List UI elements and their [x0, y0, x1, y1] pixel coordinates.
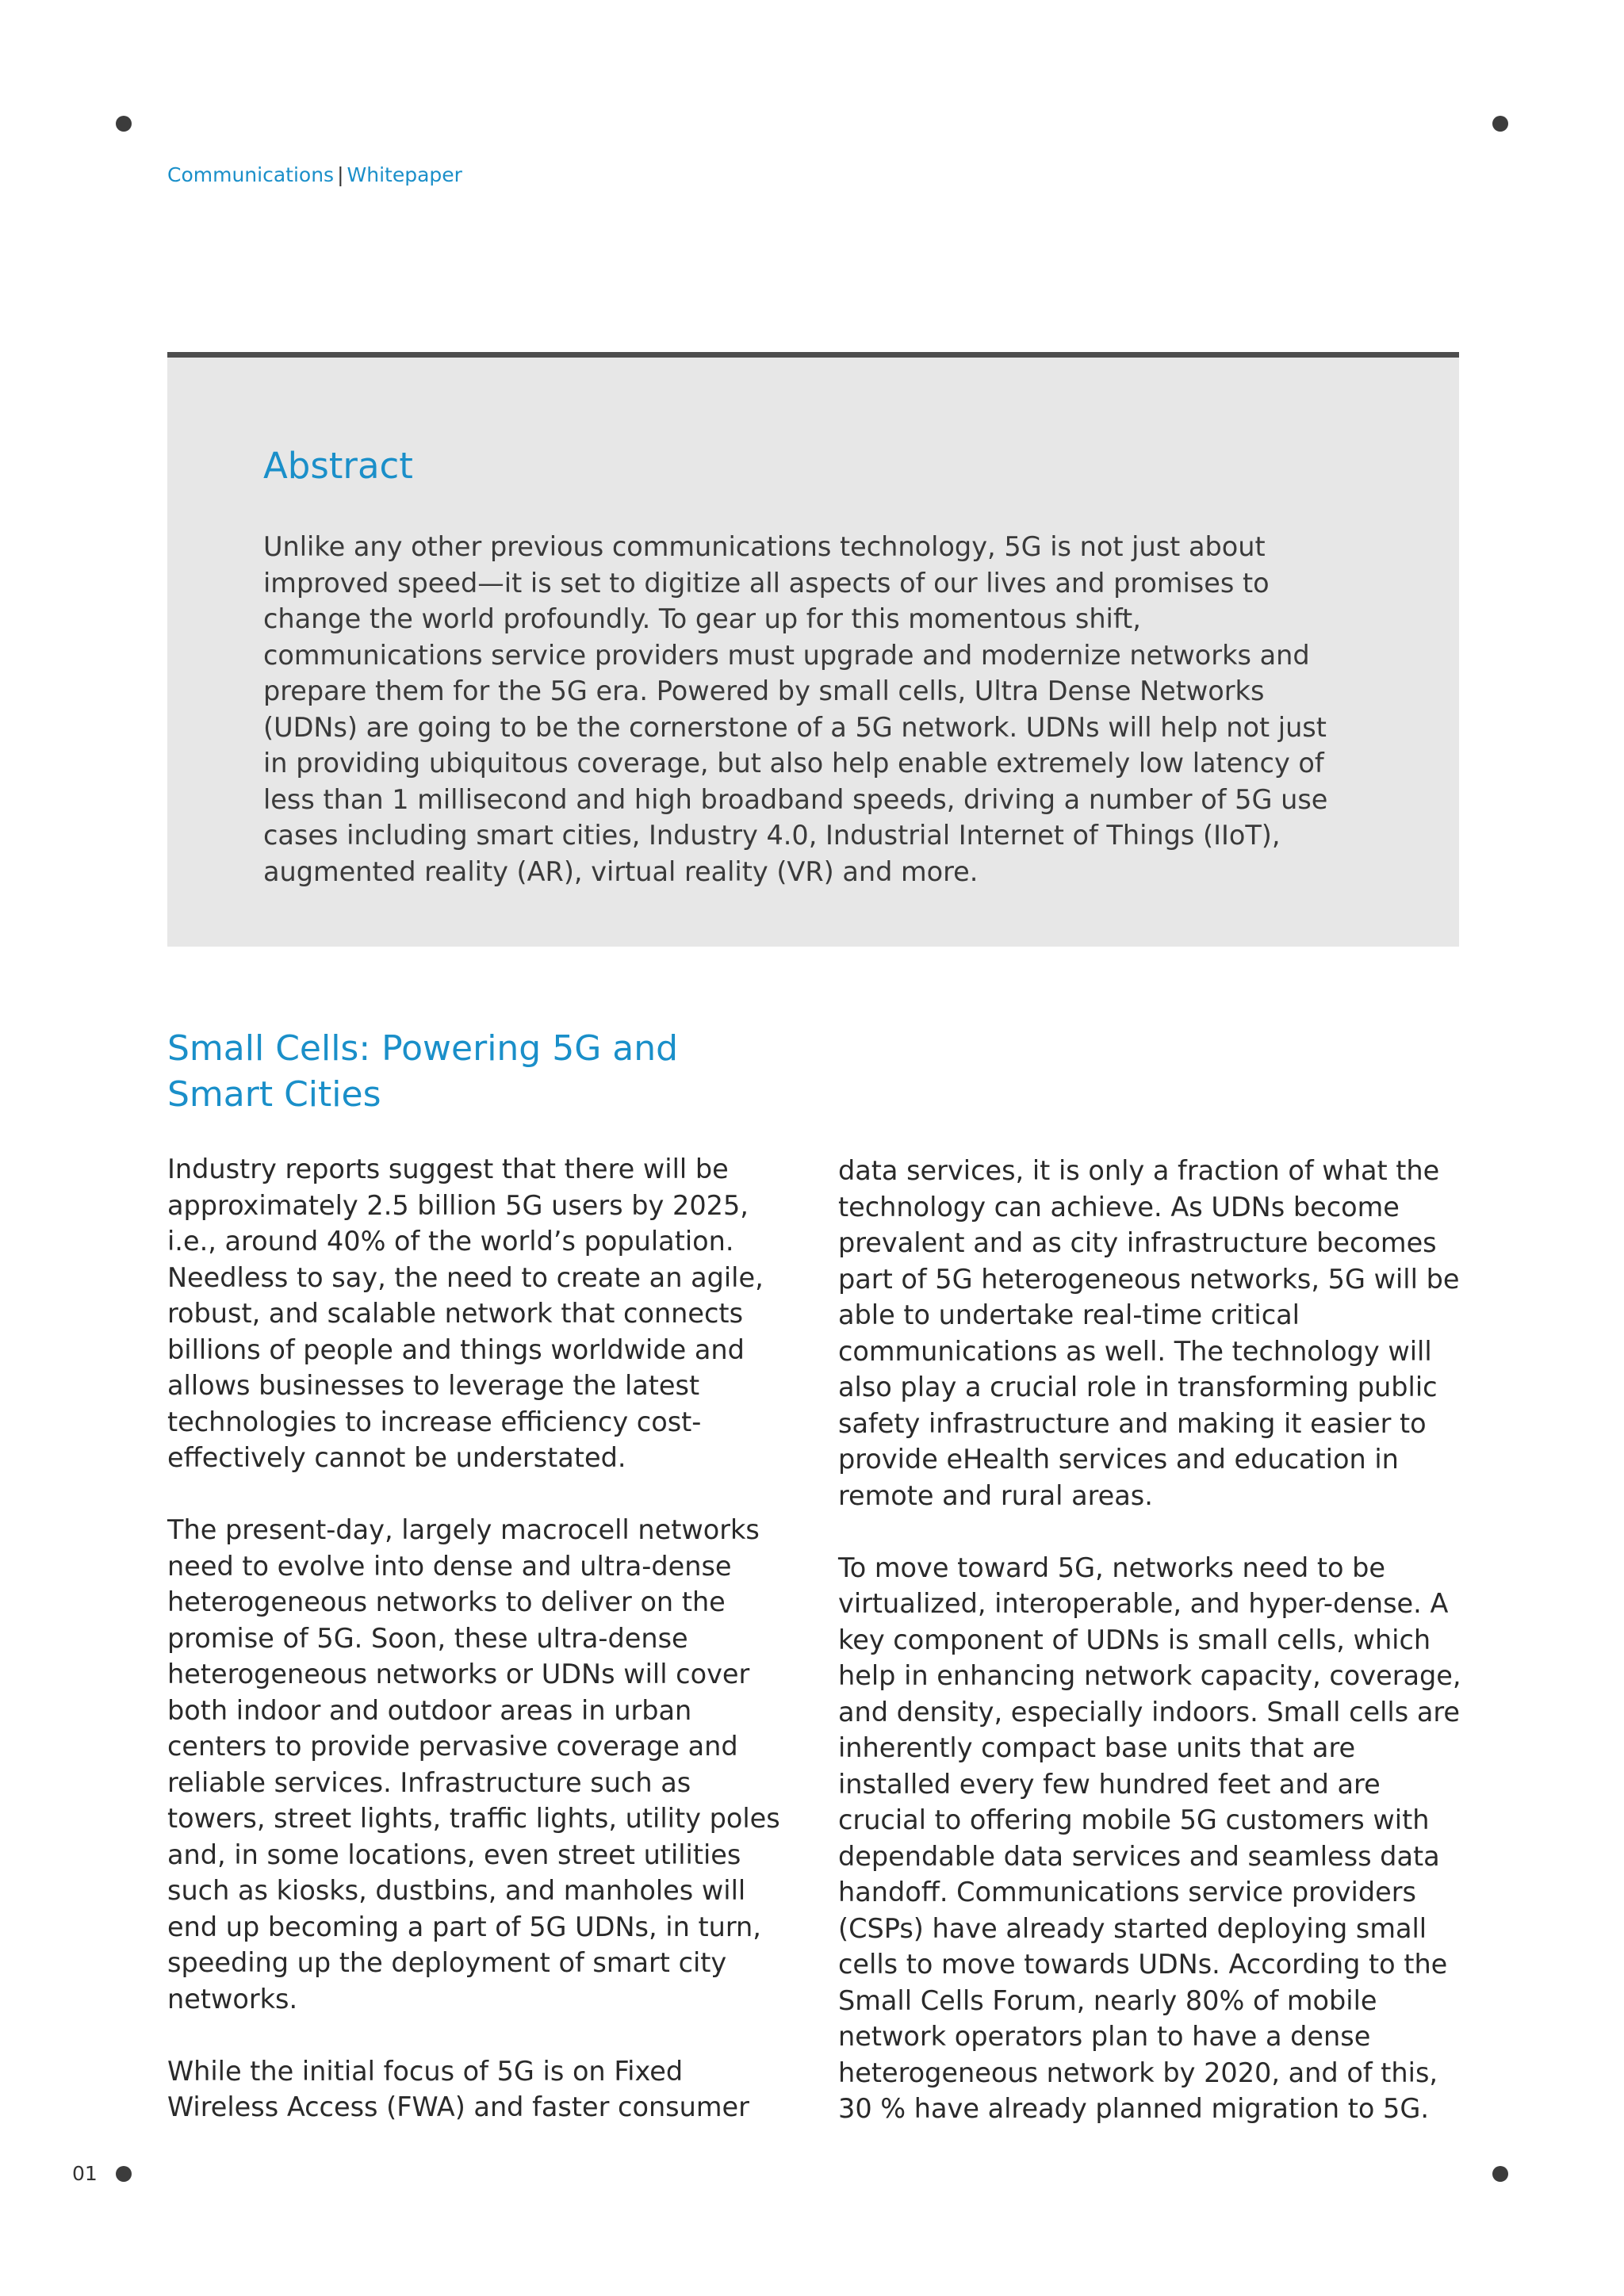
abstract-body: Unlike any other previous communications technology, 5G is not just about improved speed—it is set to digitize all aspects of our lives and promises to change the world profoundly. To gear up for this momentous shift, communications service providers must upgrade and modernize networks and prepare them for the 5G era. Powered by small cells, Ultra Dense Networks (UDNs) are going to be the cornerstone of a 5G network. UDNs will help not just in providing ubiquitous coverage, but also help enable extremely low latency of less than 1 millisecond and high broadband speeds, driving a number of 5G use cases including smart cities, Industry 4.0, Industrial Internet of Things (IIoT), augmented reality (AR), virtual reality (VR) and more.: [263, 531, 1328, 887]
abstract-box: [167, 352, 1459, 947]
left-column: [167, 1151, 794, 2126]
header-category: Communications: [167, 163, 335, 186]
section-title: [167, 1026, 802, 1118]
section-title-line-2: Smart Cities: [167, 1074, 381, 1115]
page-number: 01: [72, 2162, 98, 2185]
right-paragraph-2: To move toward 5G, networks need to be virtualized, interoperable, and hyper-dense. A key component of UDNs is small cells, which help in enhancing network capacity, coverage, and density, especially indoors. Small cells are inherently compact base units that are installed every few hundred feet and are crucial to offering mobile 5G customers with dependable data services and seamless data handoff. Communications service providers (CSPs) have already started deploying small cells to move towards UDNs. According to the Small Cells Forum, nearly 80% of mobile network operators plan to have a dense heterogeneous network by 2020, and of this, 30 % have already planned migration to 5G.: [838, 1552, 1461, 2124]
header-doc-type: Whitepaper: [347, 163, 462, 186]
corner-dot-bottom-right: [1492, 2166, 1508, 2182]
left-paragraph-1: Industry reports suggest that there will be approximately 2.5 billion 5G users by 2025, i.e., around 40% of the world’s population. Needless to say, the need to create an agile, robust, and scalable network that connects billions of people and things worldwide and allows businesses to leverage the latest technologies to increase efficiency cost-effectively cannot be understated.: [167, 1154, 764, 1473]
left-paragraph-2: The present-day, largely macrocell networks need to evolve into dense and ultra-dense heterogeneous networks to deliver on the promise of 5G. Soon, these ultra-dense heterogeneous networks or UDNs will cover both indoor and outdoor areas in urban centers to provide pervasive coverage and reliable services. Infrastructure such as towers, street lights, traffic lights, utility poles and, in some locations, even street utilities such as kiosks, dustbins, and manholes will end up becoming a part of 5G UDNs, in turn, speeding up the deployment of smart city networks.: [167, 1514, 780, 2015]
header-separator: |: [337, 163, 344, 186]
right-paragraph-1: data services, it is only a fraction of what the technology can achieve. As UDNs become prevalent and as city infrastructure becomes part of 5G heterogeneous networks, 5G will be able to undertake real-time critical communications as well. The technology will also play a crucial role in transforming public safety infrastructure and making it easier to provide eHealth services and education in remote and rural areas.: [838, 1155, 1460, 1511]
corner-dot-top-right: [1492, 116, 1508, 132]
corner-dot-bottom-left: [116, 2166, 132, 2182]
corner-dot-top-left: [116, 116, 132, 132]
left-paragraph-3: While the initial focus of 5G is on Fixed Wireless Access (FWA) and faster consumer: [167, 2055, 749, 2122]
abstract-title: Abstract: [263, 445, 413, 487]
right-column: [838, 1153, 1465, 2127]
section-title-line-1: Small Cells: Powering 5G and: [167, 1028, 679, 1069]
header-breadcrumb: [167, 163, 462, 186]
